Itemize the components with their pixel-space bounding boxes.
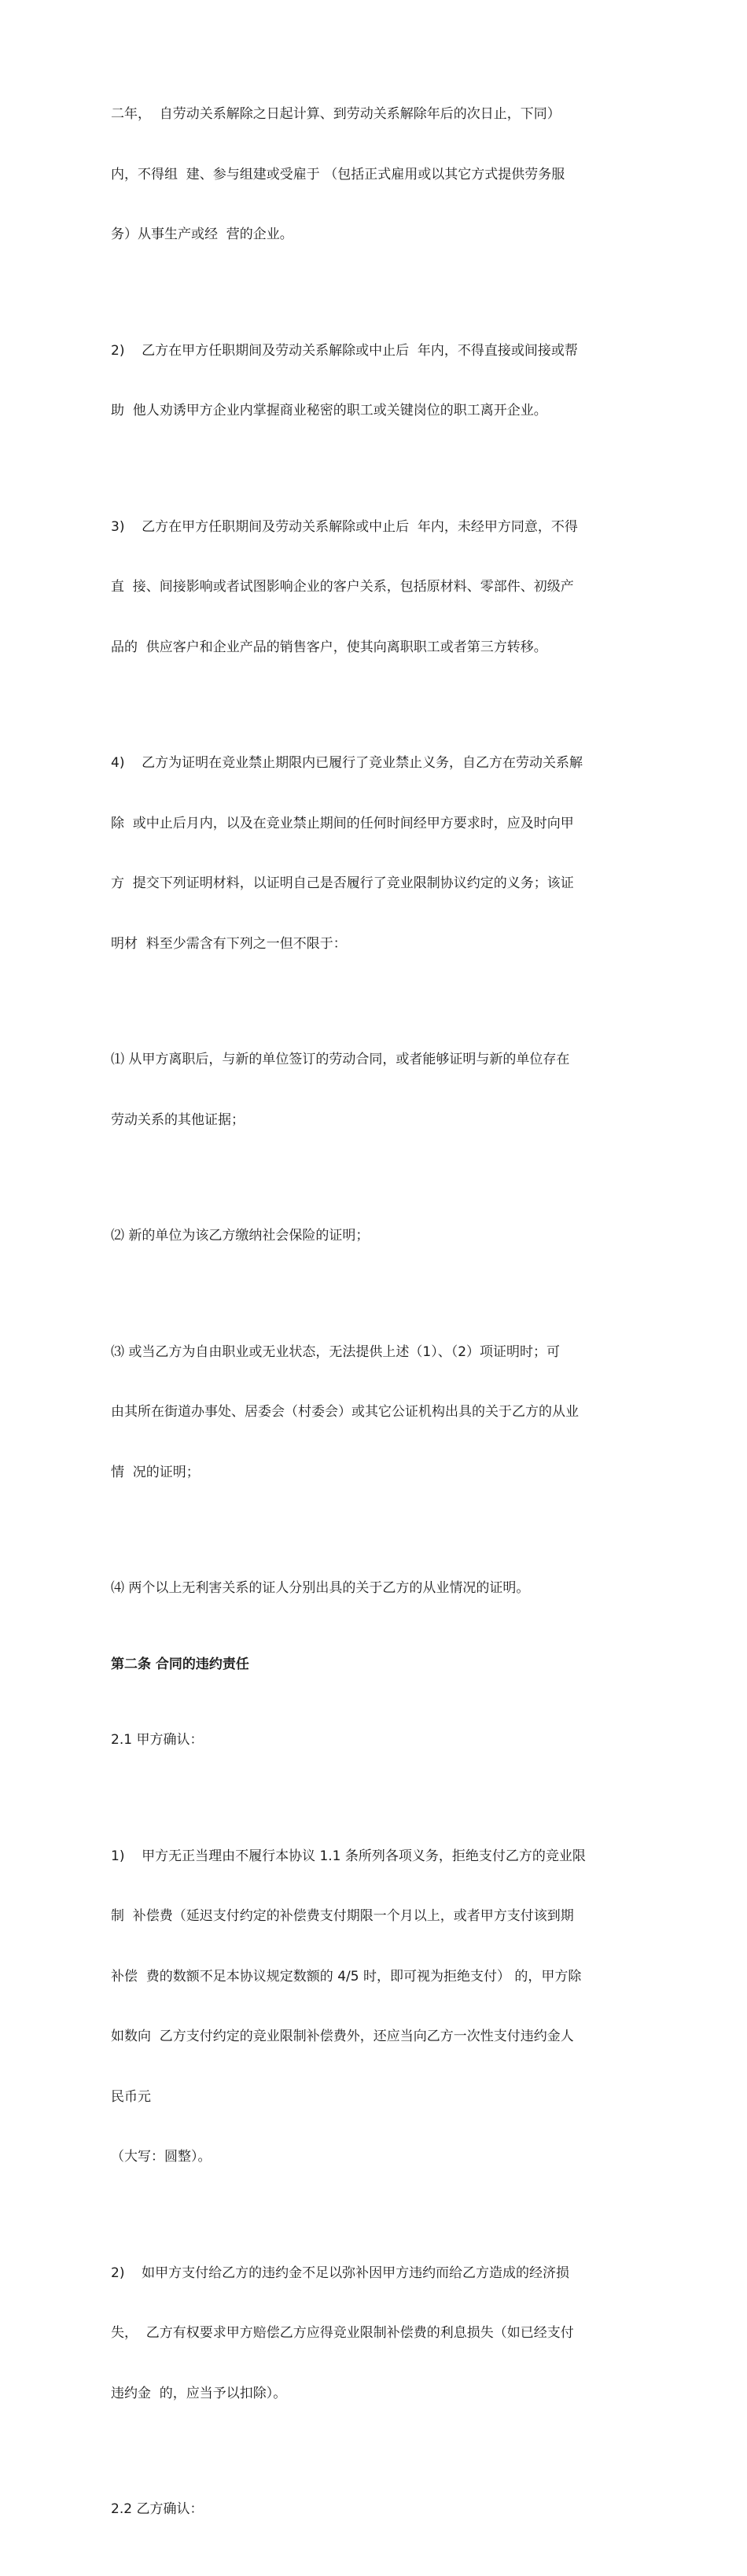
paragraph-p6 <box>111 1186 646 1287</box>
text-line: 助 他人劝诱甲方企业内掌握商业秘密的职工或关键岗位的职工离开企业。 <box>111 403 547 418</box>
paragraph-p1 <box>111 64 646 286</box>
text-line: 由其所在街道办事处、居委会（村委会）或其它公证机构出具的关于乙方的从业 <box>111 1404 579 1420</box>
paragraph-p4 <box>111 713 646 994</box>
text-line: 方 提交下列证明材料，以证明自己是否履行了竞业限制协议约定的义务；该证 <box>111 875 574 891</box>
text-line: 2) 乙方在甲方任职期间及劳动关系解除或中止后 年内，不得直接或间接或帮 <box>111 342 578 359</box>
text-line: 除 或中止后月内，以及在竞业禁止期间的任何时间经甲方要求时，应及时向甲 <box>111 815 574 831</box>
text-line: 务）从事生产或经 营的企业。 <box>111 227 293 242</box>
text-line: 失， 乙方有权要求甲方赔偿乙方应得竞业限制补偿费的利息损失（如已经支付 <box>111 2325 574 2341</box>
paragraph-p2 <box>111 301 646 462</box>
text-line: 违约金 的，应当予以扣除）。 <box>111 2385 287 2401</box>
text-line: 品的 供应客户和企业产品的销售客户，使其向离职职工或者第三方转移。 <box>111 639 547 655</box>
paragraph-p9 <box>111 1807 646 2208</box>
text-line: 2.1 甲方确认： <box>111 1732 204 1748</box>
paragraph-p8 <box>111 1539 646 1639</box>
text-line: 如数向 乙方支付约定的竞业限制补偿费外，还应当向乙方一次性支付违约金人 <box>111 2029 574 2044</box>
text-line: 内，不得组 建、参与组建或受雇于 （包括正式雇用或以其它方式提供劳务服 <box>111 166 565 182</box>
text-line: 直 接、间接影响或者试图影响企业的客户关系，包括原材料、零部件、初级产 <box>111 579 574 595</box>
paragraph-p10 <box>111 2224 646 2445</box>
text-line: 制 补偿费（延迟支付约定的补偿费支付期限一个月以上，或者甲方支付该到期 <box>111 1908 574 1924</box>
text-line: 2) 如甲方支付给乙方的违约金不足以弥补因甲方违约而给乙方造成的经济损 <box>111 2265 570 2281</box>
text-line: ⑶ 或当乙方为自由职业或无业状态，无法提供上述（1）、（2）项证明时；可 <box>111 1343 561 1360</box>
text-line: 4) 乙方为证明在竞业禁止期限内已履行了竞业禁止义务，自乙方在劳动关系解 <box>111 755 583 771</box>
subsection-2-1 <box>111 1690 646 1791</box>
text-line: 补偿 费的数额不足本协议规定数额的 4/5 时，即可视为拒绝支付） 的，甲方除 <box>111 1968 582 1985</box>
text-line: 1) 甲方无正当理由不履行本协议 1.1 条所列各项义务，拒绝支付乙方的竞业限 <box>111 1848 586 1864</box>
text-line: 民币元 <box>111 2088 151 2105</box>
text-line: 二年， 自劳动关系解除之日起计算、到劳动关系解除年后的次日止，下同） <box>111 106 561 122</box>
document-page <box>111 64 646 2576</box>
section-heading: 第二条 合同的违约责任 <box>111 1656 249 1672</box>
paragraph-p5 <box>111 1010 646 1170</box>
text-line: 2.2 乙方确认： <box>111 2501 204 2517</box>
text-line: 情 况的证明； <box>111 1464 200 1480</box>
text-line: 劳动关系的其他证据； <box>111 1111 245 1128</box>
paragraph-p7 <box>111 1303 646 1524</box>
text-line: ⑷ 两个以上无利害关系的证人分别出具的关于乙方的从业情况的证明。 <box>111 1580 530 1596</box>
paragraph-p3 <box>111 477 646 698</box>
text-line: 明材 料至少需含有下列之一但不限于： <box>111 935 347 952</box>
subsection-2-2 <box>111 2460 646 2560</box>
text-line: ⑴ 从甲方离职后，与新的单位签订的劳动合同，或者能够证明与新的单位存在 <box>111 1052 570 1067</box>
text-line: （大写：圆整）。 <box>111 2149 212 2165</box>
text-line: ⑵ 新的单位为该乙方缴纳社会保险的证明； <box>111 1228 370 1244</box>
text-line: 3) 乙方在甲方任职期间及劳动关系解除或中止后 年内，未经甲方同意，不得 <box>111 518 578 535</box>
